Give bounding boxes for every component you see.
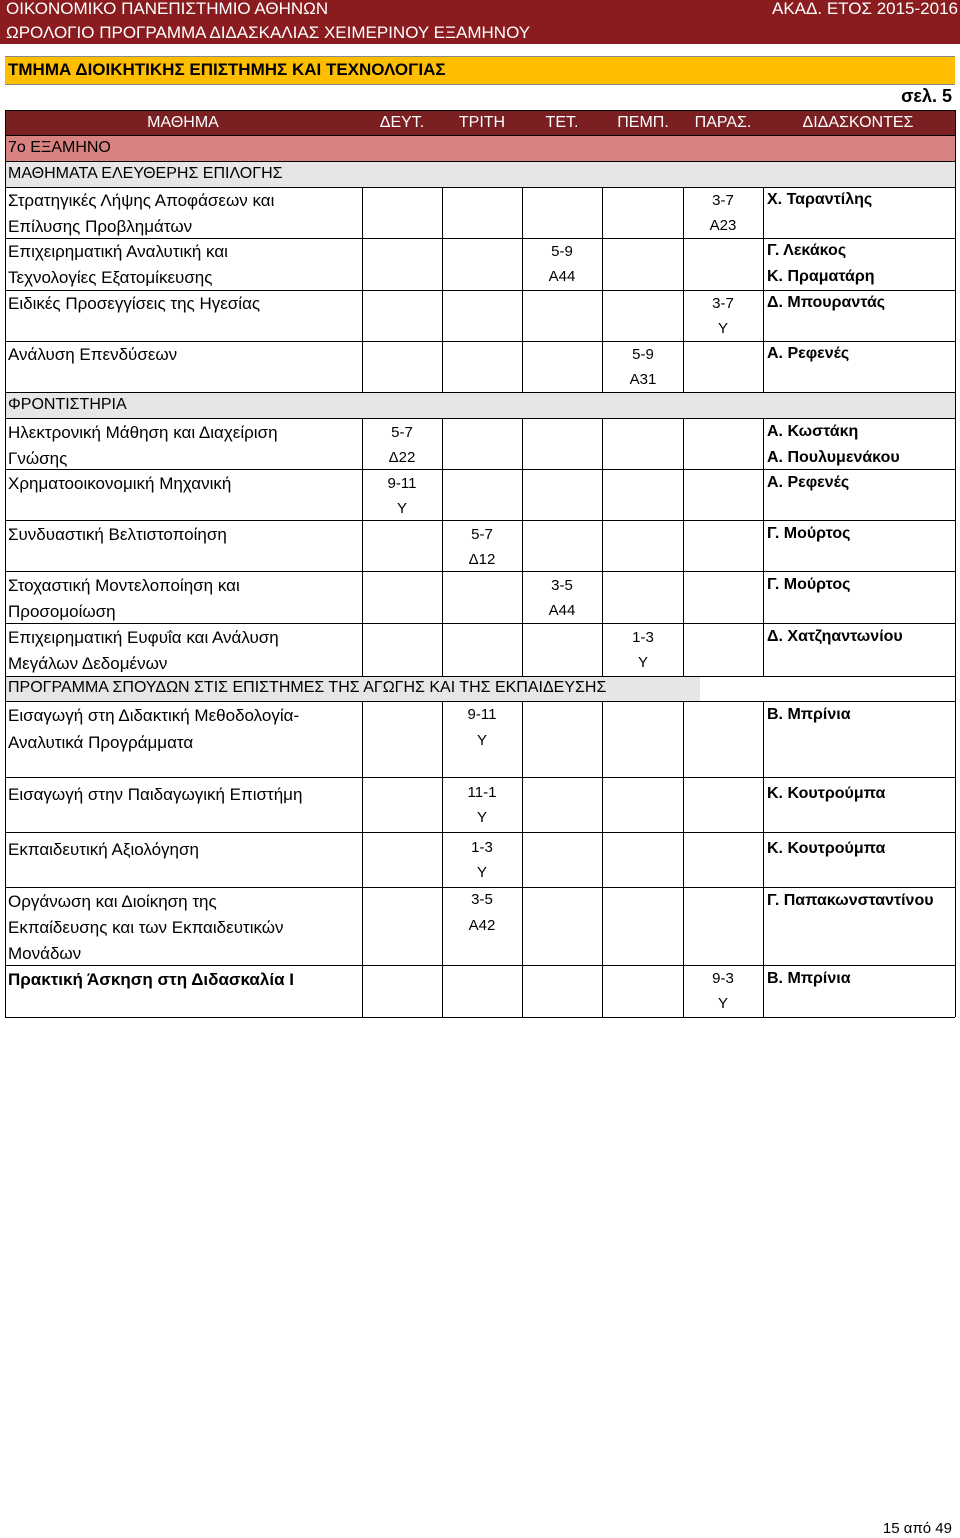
schedule-time: 9-3 <box>712 970 734 987</box>
schedule-room: Υ <box>476 864 488 881</box>
schedule-time: 3-7 <box>712 192 734 209</box>
schedule-time: 3-5 <box>471 891 493 908</box>
section-electives: ΜΑΘΗΜΑΤΑ ΕΛΕΥΘΕΡΗΣ ΕΠΙΛΟΓΗΣ <box>8 165 283 182</box>
course-name: Επιχειρηματική Ευφυΐα και Ανάλυση <box>8 628 279 647</box>
teacher-name: Δ. Μπουραντάς <box>767 294 886 311</box>
course-name: Τεχνολογίες Εξατομίκευσης <box>8 268 213 287</box>
teacher-name: Β. Μπρίνια <box>767 970 851 987</box>
schedule-room: Α23 <box>709 217 737 234</box>
course-name: Εκπαίδευσης και των Εκπαιδευτικών <box>8 918 284 937</box>
semester-band <box>5 136 955 161</box>
schedule-time: 11-1 <box>467 784 497 801</box>
course-name: Χρηματοοικονομική Μηχανική <box>8 474 232 493</box>
schedule-time: 5-9 <box>551 243 573 260</box>
course-name: Αναλυτικά Προγράμματα <box>8 733 194 752</box>
university-name: ΟΙΚΟΝΟΜΙΚΟ ΠΑΝΕΠΙΣΤΗΜΙΟ ΑΘΗΝΩΝ <box>6 0 329 18</box>
teacher-name: Α. Ρεφενές <box>767 345 850 362</box>
schedule-room: Α44 <box>548 268 576 285</box>
schedule-room: Υ <box>637 654 649 671</box>
teacher-name: Γ. Μούρτος <box>767 576 851 593</box>
section-education: ΠΡΟΓΡΑΜΜΑ ΣΠΟΥΔΩΝ ΣΤΙΣ ΕΠΙΣΤΗΜΕΣ ΤΗΣ ΑΓΩΓΗΣ ΚΑΙ ΤΗΣ ΕΚΠΑΙΔΕΥΣΗΣ <box>8 679 607 696</box>
schedule-time: 3-5 <box>551 577 573 594</box>
course-name: Εκπαιδευτική Αξιολόγηση <box>8 840 199 859</box>
schedule-room: Α31 <box>629 371 657 388</box>
course-name: Ηλεκτρονική Μάθηση και Διαχείριση <box>8 423 278 442</box>
course-name: Επίλυσης Προβλημάτων <box>8 217 193 236</box>
teacher-name: Α. Πουλυμενάκου <box>767 449 900 466</box>
course-name: Πρακτική Άσκηση στη Διδασκαλία Ι <box>8 970 294 989</box>
schedule-room: Υ <box>717 995 729 1012</box>
teacher-name: Κ. Κουτρούμπα <box>767 785 886 802</box>
course-name: Ειδικές Προσεγγίσεις της Ηγεσίας <box>8 294 261 313</box>
teacher-name: Γ. Μούρτος <box>767 525 851 542</box>
schedule-room: Υ <box>476 809 488 826</box>
column-wed: ΤΕΤ. <box>545 114 579 131</box>
teacher-name: Γ. Παπακωνσταντίνου <box>767 892 934 909</box>
column-mon: ΔΕΥΤ. <box>379 114 425 131</box>
page-number: 15 από 49 <box>882 1520 952 1537</box>
schedule-time: 1-3 <box>632 629 654 646</box>
schedule-room: Α42 <box>468 917 496 934</box>
teacher-name: Α. Ρεφενές <box>767 474 850 491</box>
section-band-tutorials <box>5 393 955 418</box>
schedule-time: 3-7 <box>712 295 734 312</box>
teacher-name: Β. Μπρίνια <box>767 706 851 723</box>
department-title: ΤΜΗΜΑ ΔΙΟΙΚΗΤΙΚΗΣ ΕΠΙΣΤΗΜΗΣ ΚΑΙ ΤΕΧΝΟΛΟΓΙΑΣ <box>8 60 446 79</box>
schedule-time: 9-11 <box>467 706 497 723</box>
schedule-time: 9-11 <box>387 475 417 492</box>
teacher-name: Κ. Πραματάρη <box>767 268 875 285</box>
teacher-name: Κ. Κουτρούμπα <box>767 840 886 857</box>
schedule-room: Δ12 <box>468 551 496 568</box>
teacher-name: Γ. Λεκάκος <box>767 242 847 259</box>
academic-year: ΑΚΑΔ. ΕΤΟΣ 2015-2016 <box>772 0 958 18</box>
course-name: Συνδυαστική Βελτιστοποίηση <box>8 525 227 544</box>
column-teachers: ΔΙΔΑΣΚΟΝΤΕΣ <box>802 114 914 131</box>
schedule-room: Υ <box>476 732 488 749</box>
program-title: ΩΡΟΛΟΓΙΟ ΠΡΟΓΡΑΜΜΑ ΔΙΔΑΣΚΑΛΙΑΣ ΧΕΙΜΕΡΙΝΟΥ ΕΞΑΜΗΝΟΥ <box>6 23 531 42</box>
course-name: Προσομοίωση <box>8 602 116 621</box>
schedule-room: Α44 <box>548 602 576 619</box>
course-name: Εισαγωγή στην Παιδαγωγική Επιστήμη <box>8 785 303 804</box>
course-name: Γνώσης <box>8 449 68 468</box>
schedule-time: 5-7 <box>471 526 493 543</box>
page-label: σελ. 5 <box>901 86 952 106</box>
schedule-room: Δ22 <box>388 449 416 466</box>
column-course: ΜΑΘΗΜΑ <box>147 114 219 131</box>
column-tue: ΤΡΙΤΗ <box>458 114 506 131</box>
course-name: Μονάδων <box>8 944 82 963</box>
semester-label: 7ο ΕΞΑΜΗΝΟ <box>8 139 111 156</box>
course-name: Εισαγωγή στη Διδακτική Μεθοδολογία- <box>8 706 300 725</box>
section-tutorials: ΦΡΟΝΤΙΣΤΗΡΙΑ <box>8 396 127 413</box>
column-fri: ΠΑΡΑΣ. <box>694 114 752 131</box>
teacher-name: Δ. Χατζηαντωνίου <box>767 628 903 645</box>
course-name: Μεγάλων Δεδομένων <box>8 654 168 673</box>
schedule-room: Υ <box>396 500 408 517</box>
schedule-time: 1-3 <box>471 839 493 856</box>
schedule-room: Υ <box>717 320 729 337</box>
teacher-name: Α. Κωστάκη <box>767 423 859 440</box>
course-name: Οργάνωση και Διοίκηση της <box>8 892 217 911</box>
course-name: Επιχειρηματική Αναλυτική και <box>8 242 228 261</box>
course-name: Ανάλυση Επενδύσεων <box>8 345 178 364</box>
course-name: Στρατηγικές Λήψης Αποφάσεων και <box>8 191 275 210</box>
schedule-time: 5-9 <box>632 346 654 363</box>
schedule-time: 5-7 <box>391 424 413 441</box>
course-name: Στοχαστική Μοντελοποίηση και <box>8 576 240 595</box>
column-thu: ΠΕΜΠ. <box>617 114 669 131</box>
teacher-name: Χ. Ταραντίλης <box>767 191 873 208</box>
